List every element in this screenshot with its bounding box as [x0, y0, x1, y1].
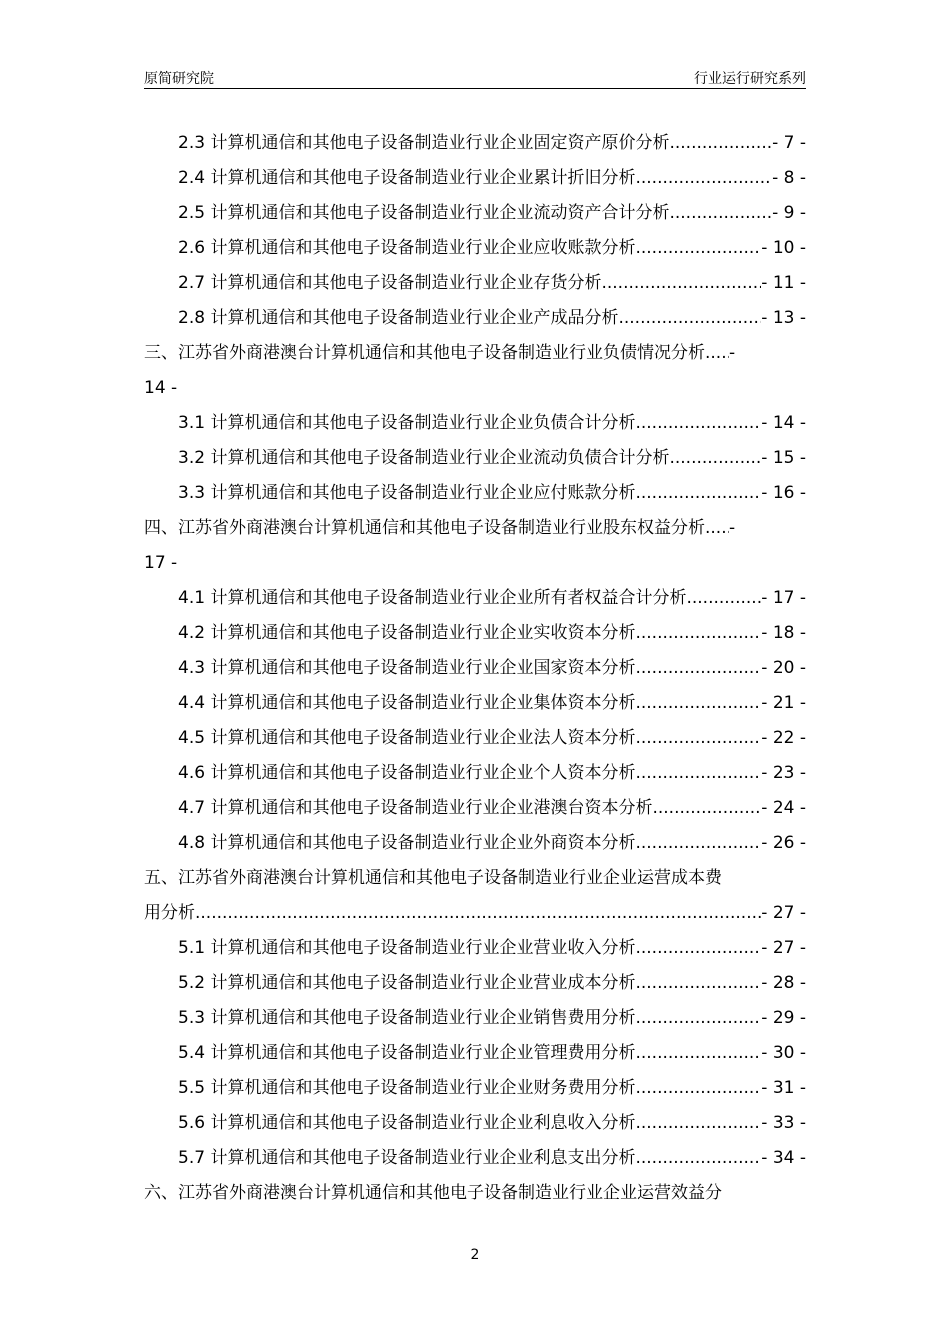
toc-leader-dots — [635, 406, 761, 441]
toc-entry-page: - 20 - — [761, 658, 806, 678]
toc-entry-page: - — [729, 518, 736, 538]
toc-entry-title: 5.1 计算机通信和其他电子设备制造业行业企业营业收入分析 — [178, 938, 636, 958]
toc-entry-title: 4.6 计算机通信和其他电子设备制造业行业企业个人资本分析 — [178, 763, 636, 783]
toc-entry-page: - 10 - — [761, 238, 806, 258]
toc-entry-page: - 29 - — [761, 1008, 806, 1028]
toc-entry-page: - 30 - — [761, 1043, 806, 1063]
toc-entry[interactable] — [144, 406, 806, 441]
toc-entry-page: - 18 - — [761, 623, 806, 643]
toc-entry[interactable] — [144, 581, 806, 616]
toc-entry[interactable] — [144, 441, 806, 476]
toc-entry-page: - 8 - — [772, 168, 806, 188]
toc-entry-page: - 22 - — [761, 728, 806, 748]
header-series-title: 行业运行研究系列 — [694, 71, 806, 87]
toc-leader-dots — [635, 931, 761, 966]
toc-leader-dots — [705, 336, 729, 371]
toc-entry[interactable] — [144, 651, 806, 686]
page-header — [144, 66, 806, 89]
toc-entry-title: 五、江苏省外商港澳台计算机通信和其他电子设备制造业行业企业运营成本费 — [144, 868, 722, 888]
toc-leader-dots — [635, 231, 761, 266]
toc-leader-dots — [618, 301, 761, 336]
toc-entry[interactable] — [144, 616, 806, 651]
toc-entry-page: - 13 - — [761, 308, 806, 328]
toc-entry[interactable] — [144, 791, 806, 826]
toc-entry[interactable] — [144, 721, 806, 756]
toc-entry[interactable] — [144, 161, 806, 196]
toc-leader-dots — [635, 1141, 761, 1176]
toc-entry-page: - 7 - — [772, 133, 806, 153]
toc-entry-title: 2.6 计算机通信和其他电子设备制造业行业企业应收账款分析 — [178, 238, 636, 258]
toc-leader-dots — [635, 826, 761, 861]
toc-leader-dots — [635, 966, 761, 1001]
toc-leader-dots — [635, 756, 761, 791]
toc-leader-dots — [635, 476, 761, 511]
toc-entry-page: - 14 - — [761, 413, 806, 433]
toc-entry[interactable] — [144, 231, 806, 266]
toc-entry-page: - 23 - — [761, 763, 806, 783]
toc-leader-dots — [635, 651, 761, 686]
toc-entry-page: - 26 - — [761, 833, 806, 853]
toc-entry-title: 5.5 计算机通信和其他电子设备制造业行业企业财务费用分析 — [178, 1078, 636, 1098]
page-number: 2 — [470, 1247, 480, 1263]
toc-entry-page: - 16 - — [761, 483, 806, 503]
toc-entry-title: 5.2 计算机通信和其他电子设备制造业行业企业营业成本分析 — [178, 973, 636, 993]
toc-entry-page: - 9 - — [772, 203, 806, 223]
toc-entry[interactable] — [144, 861, 806, 896]
toc-entry-title: 2.8 计算机通信和其他电子设备制造业行业企业产成品分析 — [178, 308, 619, 328]
toc-entry-title: 2.3 计算机通信和其他电子设备制造业行业企业固定资产原价分析 — [178, 133, 670, 153]
toc-entry[interactable] — [144, 336, 806, 371]
toc-entry-title: 4.5 计算机通信和其他电子设备制造业行业企业法人资本分析 — [178, 728, 636, 748]
toc-entry-title: 六、江苏省外商港澳台计算机通信和其他电子设备制造业行业企业运营效益分 — [144, 1183, 722, 1203]
toc-entry[interactable] — [144, 1036, 806, 1071]
toc-entry[interactable] — [144, 966, 806, 1001]
header-publisher: 原简研究院 — [144, 71, 214, 87]
toc-entry[interactable] — [144, 686, 806, 721]
toc-entry-title: 2.5 计算机通信和其他电子设备制造业行业企业流动资产合计分析 — [178, 203, 670, 223]
toc-entry-title: 3.1 计算机通信和其他电子设备制造业行业企业负债合计分析 — [178, 413, 636, 433]
toc-entry[interactable] — [144, 756, 806, 791]
toc-leader-dots — [635, 616, 761, 651]
toc-entry-page: - 28 - — [761, 973, 806, 993]
toc-entry-title: 用分析 — [144, 903, 195, 923]
toc-leader-dots — [669, 441, 761, 476]
toc-leader-dots — [652, 791, 761, 826]
toc-entry-page: - 27 - — [761, 938, 806, 958]
toc-entry-title: 4.8 计算机通信和其他电子设备制造业行业企业外商资本分析 — [178, 833, 636, 853]
toc-entry[interactable] — [144, 301, 806, 336]
toc-entry-title: 4.3 计算机通信和其他电子设备制造业行业企业国家资本分析 — [178, 658, 636, 678]
toc-entry-title: 14 - — [144, 378, 178, 398]
toc-entry[interactable] — [144, 266, 806, 301]
toc-leader-dots — [635, 1106, 761, 1141]
toc-entry-title: 3.2 计算机通信和其他电子设备制造业行业企业流动负债合计分析 — [178, 448, 670, 468]
toc-entry-title: 4.7 计算机通信和其他电子设备制造业行业企业港澳台资本分析 — [178, 798, 653, 818]
toc-leader-dots — [635, 1036, 761, 1071]
toc-leader-dots — [195, 896, 761, 931]
toc-leader-dots — [635, 686, 761, 721]
toc-entry-title: 5.3 计算机通信和其他电子设备制造业行业企业销售费用分析 — [178, 1008, 636, 1028]
toc-entry[interactable] — [144, 546, 806, 581]
toc-entry-page: - 33 - — [761, 1113, 806, 1133]
toc-leader-dots — [635, 721, 761, 756]
toc-entry[interactable] — [144, 511, 806, 546]
toc-entry-title: 4.1 计算机通信和其他电子设备制造业行业企业所有者权益合计分析 — [178, 588, 687, 608]
toc-entry[interactable] — [144, 196, 806, 231]
toc-entry[interactable] — [144, 896, 806, 931]
toc-entry-page: - 11 - — [761, 273, 806, 293]
toc-entry-title: 5.4 计算机通信和其他电子设备制造业行业企业管理费用分析 — [178, 1043, 636, 1063]
toc-entry-page: - 17 - — [761, 588, 806, 608]
toc-entry-title: 3.3 计算机通信和其他电子设备制造业行业企业应付账款分析 — [178, 483, 636, 503]
toc-entry-page: - 15 - — [761, 448, 806, 468]
toc-entry-title: 2.4 计算机通信和其他电子设备制造业行业企业累计折旧分析 — [178, 168, 636, 188]
toc-entry-title: 17 - — [144, 553, 178, 573]
toc-leader-dots — [686, 581, 761, 616]
toc-leader-dots — [669, 196, 772, 231]
toc-entry[interactable] — [144, 826, 806, 861]
toc-entry-title: 4.4 计算机通信和其他电子设备制造业行业企业集体资本分析 — [178, 693, 636, 713]
toc-leader-dots — [635, 1001, 761, 1036]
toc-leader-dots — [635, 161, 772, 196]
toc-entry-page: - — [729, 343, 736, 363]
toc-entry-page: - 21 - — [761, 693, 806, 713]
toc-entry-page: - 24 - — [761, 798, 806, 818]
toc-leader-dots — [705, 511, 729, 546]
toc-entry-title: 四、江苏省外商港澳台计算机通信和其他电子设备制造业行业股东权益分析 — [144, 518, 705, 538]
toc-entry[interactable] — [144, 1141, 806, 1176]
toc-entry[interactable] — [144, 1106, 806, 1141]
toc-entry-title: 5.7 计算机通信和其他电子设备制造业行业企业利息支出分析 — [178, 1148, 636, 1168]
toc-entry[interactable] — [144, 371, 806, 406]
toc-entry-page: - 34 - — [761, 1148, 806, 1168]
toc-leader-dots — [669, 126, 772, 161]
toc-entry-title: 4.2 计算机通信和其他电子设备制造业行业企业实收资本分析 — [178, 623, 636, 643]
toc-entry[interactable] — [144, 126, 806, 161]
toc-entry[interactable] — [144, 931, 806, 966]
toc-entry-page: - 31 - — [761, 1078, 806, 1098]
toc-entry-page: - 27 - — [761, 903, 806, 923]
toc-entry[interactable] — [144, 476, 806, 511]
toc-entry-title: 2.7 计算机通信和其他电子设备制造业行业企业存货分析 — [178, 273, 602, 293]
toc-entry[interactable] — [144, 1071, 806, 1106]
toc-leader-dots — [635, 1071, 761, 1106]
table-of-contents — [144, 126, 806, 1211]
toc-entry-title: 三、江苏省外商港澳台计算机通信和其他电子设备制造业行业负债情况分析 — [144, 343, 705, 363]
toc-entry[interactable] — [144, 1001, 806, 1036]
toc-leader-dots — [601, 266, 761, 301]
toc-entry-title: 5.6 计算机通信和其他电子设备制造业行业企业利息收入分析 — [178, 1113, 636, 1133]
toc-entry[interactable] — [144, 1176, 806, 1211]
